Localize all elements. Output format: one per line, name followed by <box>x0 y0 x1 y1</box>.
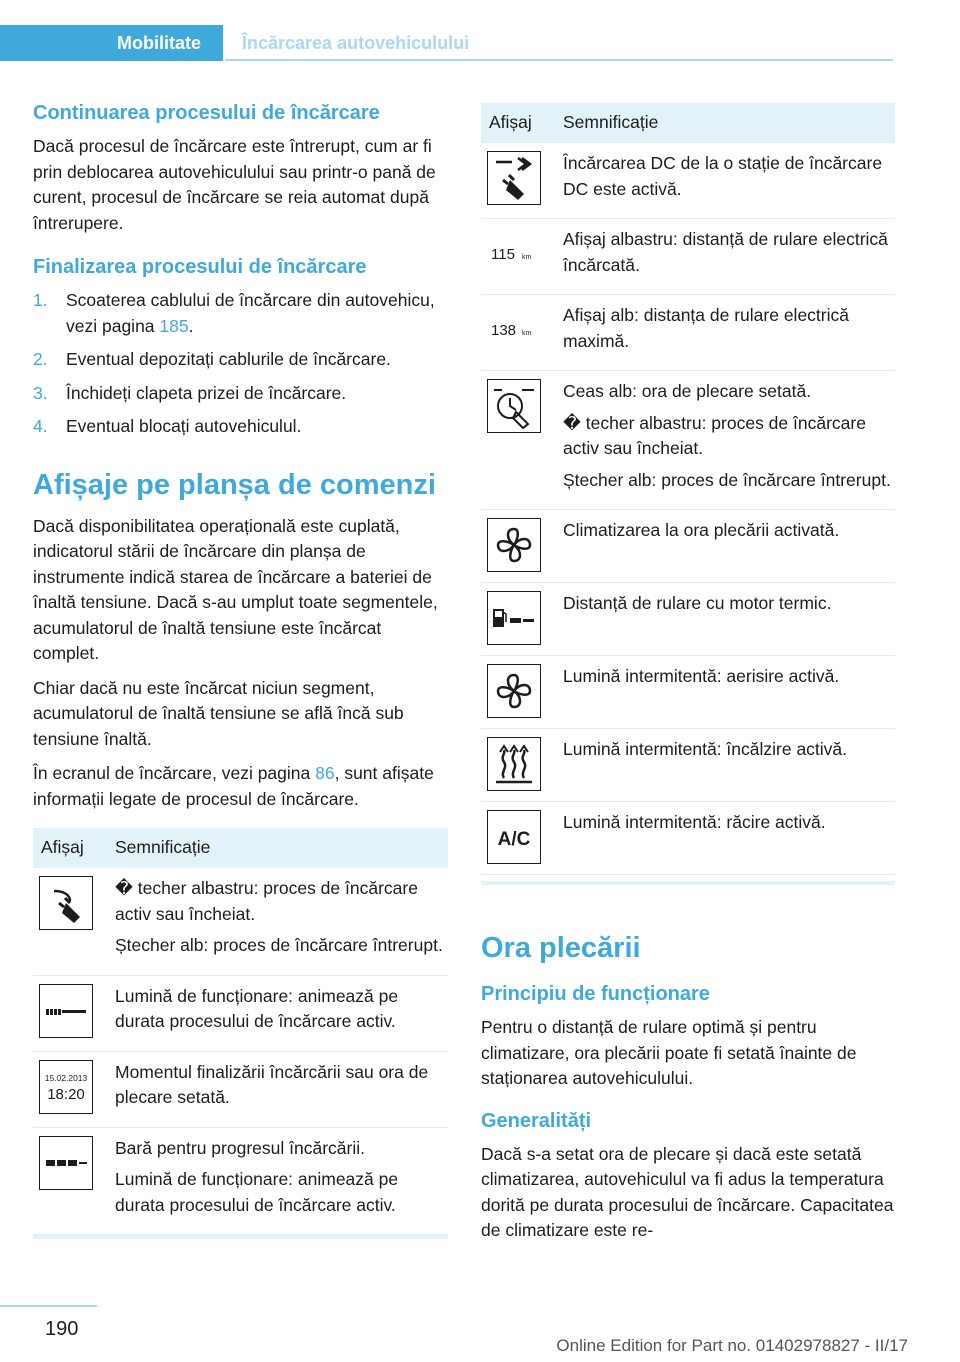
column-header-display: Afișaj <box>33 828 107 868</box>
table-row <box>481 656 895 729</box>
edition-note: Online Edition for Part no. 01402978827 - II/17 <box>556 1336 908 1355</box>
heading-continue-charging: Continuarea procesului de încărcare <box>33 102 380 124</box>
page-link-185[interactable]: 185 <box>159 315 189 336</box>
table-row <box>33 975 448 1051</box>
meaning-text: Lumină intermitentă: aerisire activă. <box>563 666 840 686</box>
step-number: 2. <box>33 349 48 369</box>
step-item <box>33 347 448 373</box>
clock-display-icon <box>39 1060 93 1114</box>
header-chapter-title: Încărcarea autovehiculului <box>242 33 470 53</box>
table-end-rule <box>481 881 895 885</box>
display-date: 15.02.2013 <box>44 1072 88 1083</box>
table-row <box>481 583 895 656</box>
meaning-text: Ștecher alb: proces de încărcare întrerupt. <box>115 935 443 955</box>
meaning-text: Afișaj alb: distanța de rulare electrică maximă. <box>563 305 849 351</box>
meaning-text: Distanță de rulare cu motor termic. <box>563 593 832 613</box>
table-row <box>33 1127 448 1235</box>
meaning-text: Lumină intermitentă: răcire activă. <box>563 812 826 832</box>
range-unit: km <box>522 330 532 337</box>
footer-rule <box>0 1305 97 1307</box>
step-text-tail: . <box>188 315 194 336</box>
fuel-range-icon <box>487 591 541 645</box>
step-item <box>33 288 448 339</box>
step-number: 4. <box>33 416 48 436</box>
range-unit: km <box>522 254 532 261</box>
heading-finish-charging: Finalizarea procesului de încărcare <box>33 256 367 278</box>
right-display-table <box>481 103 895 875</box>
heading-departure-time: Ora plecării <box>481 932 641 964</box>
left-display-table <box>33 828 448 1235</box>
table-row <box>33 868 448 975</box>
meaning-text: Lumină de funcționare: animează pe durata procesului de încărcare activ. <box>115 1169 399 1215</box>
paragraph-principle: Pentru o distanță de rulare optimă și pentru climatizare, ora plecării poate fi setată înainte de staționarea autovehiculului. <box>481 1017 857 1088</box>
heading-principle: Principiu de funcționare <box>481 983 710 1005</box>
header-separator <box>223 25 225 61</box>
table-row <box>481 143 895 219</box>
meaning-text: Ștecher alb: proces de încărcare întrerupt. <box>563 469 891 490</box>
range-blue-icon <box>487 227 541 281</box>
dc-plug-icon <box>487 151 541 205</box>
table-end-rule <box>33 1235 448 1239</box>
header-accent-block <box>0 25 95 61</box>
page-header <box>0 25 893 61</box>
step-text: Eventual depozitați cablurile de încărcare. <box>66 349 391 369</box>
table-row <box>33 1051 448 1127</box>
column-header-meaning: Semnificație <box>107 828 448 868</box>
page-link-86[interactable]: 86 <box>315 763 335 783</box>
table-row <box>481 219 895 295</box>
heating-icon <box>487 737 541 791</box>
paragraph-displays-3 <box>33 761 448 812</box>
meaning-text: Lumină intermitentă: încălzire activă. <box>563 739 848 759</box>
plug-icon <box>39 876 93 930</box>
text-fragment: În ecranul de încărcare, vezi pagina <box>33 763 316 783</box>
step-number: 1. <box>33 290 48 310</box>
meaning-text: Momentul finalizării încărcării sau ora de plecare setată. <box>115 1061 429 1107</box>
charge-bar-icon <box>39 984 93 1038</box>
fan-icon <box>487 664 541 718</box>
table-row <box>481 510 895 583</box>
step-item <box>33 381 448 407</box>
meaning-text: Încărcarea DC de la o stație de încărcare DC este activă. <box>563 153 883 199</box>
column-header-meaning: Semnificație <box>555 103 895 143</box>
meaning-text: Afișaj albastru: distanță de rulare electrică încărcată. <box>563 229 888 275</box>
header-rule <box>225 59 893 61</box>
step-text: Eventual blocați autovehiculul. <box>66 416 302 436</box>
left-column <box>33 100 448 1239</box>
step-item <box>33 414 448 440</box>
ac-label: A/C <box>497 829 531 850</box>
page-number: 190 <box>45 1318 79 1340</box>
heading-instrument-displays: Afișaje pe planșa de comenzi <box>33 468 436 501</box>
heading-general: Generalități <box>481 1109 592 1132</box>
finish-steps-list <box>33 288 448 440</box>
paragraph-displays-2: Chiar dacă nu este încărcat niciun segment, acumulatorul de înaltă tensiune se află încă sub tensiune înaltă. <box>33 677 404 749</box>
column-header-display: Afișaj <box>481 103 555 143</box>
meaning-text: � techer albastru: proces de încărcare activ sau încheiat. <box>115 878 418 924</box>
paragraph-general: Dacă s-a setat ora de plecare și dacă este setată climatizarea, autovehiculul va fi adus la temperatura dorită pe durata procesului de încărcare. Capacitatea de climatizare este re- <box>481 1143 894 1240</box>
step-number: 3. <box>33 382 48 403</box>
right-column <box>481 100 895 1253</box>
header-section-tab: Mobilitate <box>95 25 223 61</box>
meaning-text: Climatizarea la ora plecării activată. <box>563 520 840 540</box>
meaning-text: Lumină de funcționare: animează pe durata procesului de încărcare activ. <box>115 985 399 1031</box>
range-value: 138 <box>491 322 517 339</box>
step-text: Scoaterea cablului de încărcare din autovehicu, vezi pagina <box>66 290 435 336</box>
meaning-text: Ceas alb: ora de plecare setată. <box>563 381 812 401</box>
table-row <box>481 802 895 875</box>
table-row <box>481 729 895 802</box>
display-time: 18:20 <box>47 1085 85 1103</box>
ac-icon <box>487 810 541 864</box>
range-white-icon <box>487 303 541 357</box>
progress-bar-icon <box>39 1136 93 1190</box>
meaning-text: � techer albastru: proces de încărcare activ sau încheiat. <box>563 412 866 458</box>
range-value: 115 <box>491 246 515 263</box>
meaning-text: Bară pentru progresul încărcării. <box>115 1137 365 1158</box>
text-fragment: , sunt afișate informații legate de procesul de încărcare. <box>33 763 434 809</box>
fan-icon <box>487 518 541 572</box>
step-text: Închideți clapeta prizei de încărcare. <box>66 382 347 403</box>
table-row <box>481 371 895 510</box>
paragraph-continue-charging: Dacă procesul de încărcare este întrerupt, cum ar fi prin deblocarea autovehiculului sau printr-o pană de curent, procesul de încărcare se reia automat după întrerupere. <box>33 136 436 233</box>
table-row <box>481 295 895 371</box>
paragraph-displays-1: Dacă disponibilitatea operațională este cuplată, indicatorul stării de încărcare din planșa de instrumente indică starea de încărcare a bateriei de înaltă tensiune. Dacă s-au umplut toate segmentele, acumulatorul de înaltă tensiune este încărcat complet. <box>33 515 438 663</box>
clock-plug-icon <box>487 379 541 433</box>
